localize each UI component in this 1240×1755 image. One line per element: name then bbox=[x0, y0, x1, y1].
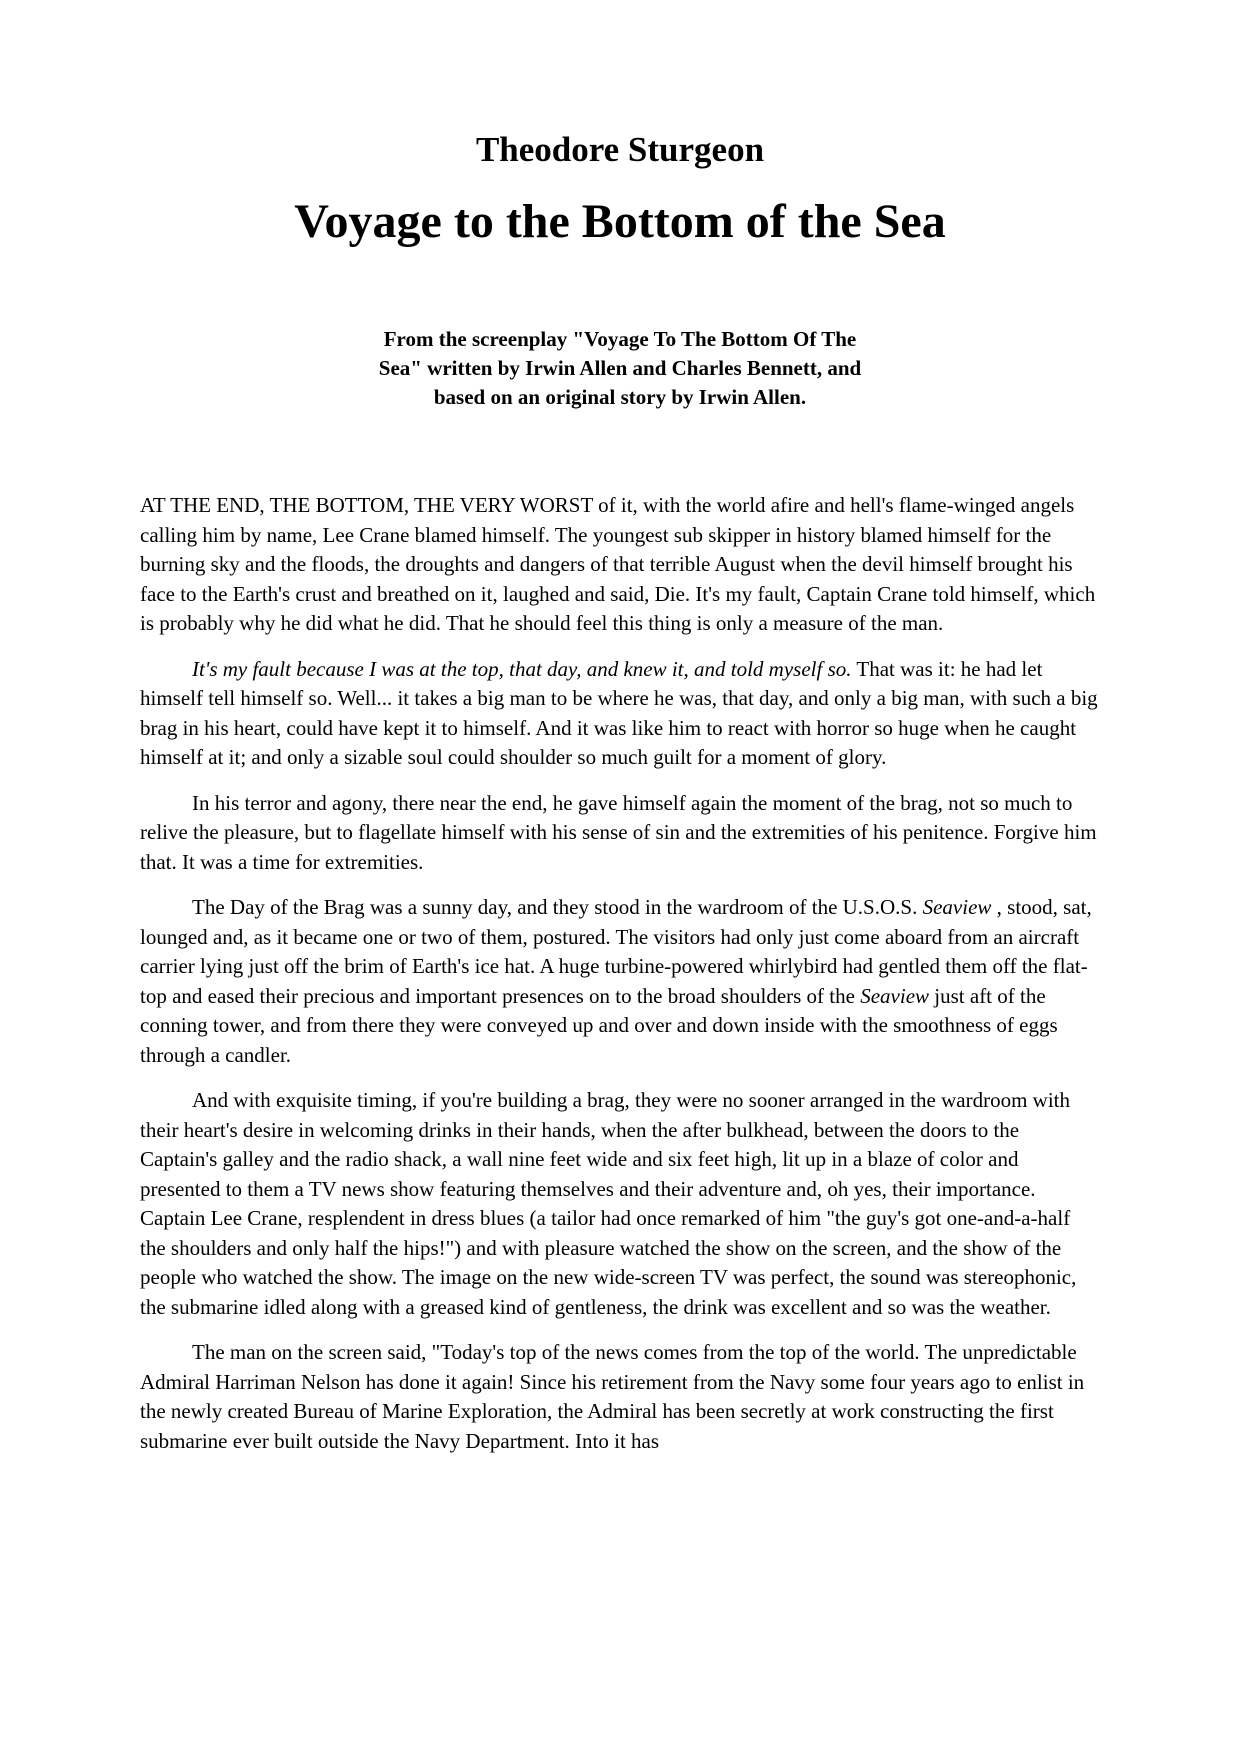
screenplay-credit bbox=[300, 325, 940, 412]
paragraph-1: AT THE END, THE BOTTOM, THE VERY WORST of it, with the world afire and hell's flame-winged angels calling him by name, Lee Crane blamed himself. The youngest sub skipper in history blamed himself for the burning sky and the floods, the droughts and dangers of that terrible August when the devil himself brought his face to the Earth's crust and breathed on it, laughed and said, Die. It's my fault, Captain Crane told himself, which is probably why he did what he did. That he should feel this thing is only a measure of the man. bbox=[140, 493, 1096, 635]
paragraph-5: And with exquisite timing, if you're building a brag, they were no sooner arranged in the wardroom with their heart's desire in welcoming drinks in their hands, when the after bulkhead, between the doors to the Captain's galley and the radio shack, a wall nine feet wide and six feet high, lit up in a blaze of color and presented to them a TV news show featuring themselves and their adventure and, oh yes, their importance. Captain Lee Crane, resplendent in dress blues (a tailor had once remarked of him "the guy's got one-and-a-half the shoulders and only half the hips!") and with pleasure watched the show on the screen, and the show of the people who watched the show. The image on the new wide-screen TV was perfect, the sound was stereophonic, the submarine idled along with a greased kind of gentleness, the drink was excellent and so was the weather. bbox=[140, 1088, 1077, 1319]
credit-line: based on an original story by Irwin Allen. bbox=[433, 385, 807, 409]
italic-thought: It's my fault because I was at the top, that day, and knew it, and told myself so. bbox=[192, 656, 852, 681]
paragraph-6: The man on the screen said, "Today's top of the news comes from the top of the world. The unpredictable Admiral Harriman Nelson has done it again! Since his retirement from the Navy some four years ago to enlist in the newly created Bureau of Marine Exploration, the Admiral has been secretly at work constructing the first submarine ever built outside the Navy Department. Into it has bbox=[140, 1340, 1085, 1453]
body-text bbox=[140, 491, 1100, 1472]
paragraph-text: just aft of the conning tower, and from there they were conveyed up and over and down inside with the smoothness of eggs through a candler. bbox=[140, 983, 1058, 1067]
paragraph-3: In his terror and agony, there near the end, he gave himself again the moment of the brag, not so much to relive the pleasure, but to flagellate himself with his sense of sin and the extremities of his penitence. Forgive him that. It was a time for extremities. bbox=[140, 790, 1097, 874]
paragraph-2 bbox=[140, 655, 1100, 773]
paragraph-text: , stood, sat, lounged and, as it became one or two of them, postured. The visitors had only just come aboard from an aircraft carrier lying just off the brim of Earth's ice hat. A huge turbine-powered whirlybird had gentled them off the flat-top and eased their precious and important presences on to the broad shoulders of the bbox=[140, 895, 1092, 1008]
ship-name: Seaview bbox=[922, 895, 992, 919]
paragraph-4 bbox=[140, 893, 1100, 1070]
paragraph-text: That was it: he had let himself tell himself so. Well... it takes a big man to be where he was, that day, and only a big man, with such a big brag in his heart, could have kept it to himself. And it was like him to react with horror so huge when he caught himself at it; and only a sizable soul could shoulder so much guilt for a moment of glory. bbox=[140, 656, 1098, 769]
paragraph-text: The Day of the Brag was a sunny day, and they stood in the wardroom of the U.S.O.S. bbox=[192, 895, 923, 919]
ship-name: Seaview bbox=[860, 983, 930, 1008]
book-title: Voyage to the Bottom of the Sea bbox=[294, 195, 946, 248]
author-name: Theodore Sturgeon bbox=[475, 130, 765, 169]
credit-line: From the screenplay "Voyage To The Bottom Of The bbox=[383, 327, 857, 351]
credit-line: Sea" written by Irwin Allen and Charles Bennett, and bbox=[378, 356, 862, 380]
